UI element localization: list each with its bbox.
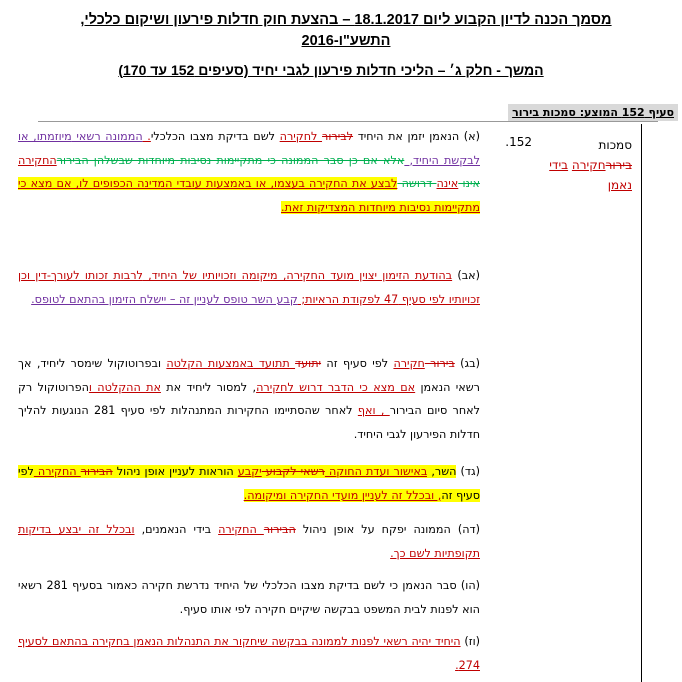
paragraph-text-run: הבירור	[263, 523, 296, 536]
title-line-2: התשע"ו-2016	[301, 33, 391, 49]
paragraph-text-run: ובכלל זה יבצע בדיקות תקופתיות לשם כך.	[18, 523, 480, 560]
document-title	[20, 10, 672, 52]
paragraph-text-run: בפרוטוקול שימסר ליחיד, אך רשאי הנאמן	[18, 357, 480, 394]
paragraph-text-run: בירור	[424, 357, 455, 370]
paragraph-text-run: מיוזמתו, או לבקשת היחיד,	[18, 130, 480, 167]
paragraph-text-run: לבירור	[322, 130, 354, 143]
side-label-deleted: בירור	[605, 158, 632, 172]
paragraph-text-run: החקירה	[218, 523, 264, 536]
section-number: 152.	[505, 135, 532, 149]
paragraph-text-run: הממונה יפקח על אופן ניהול	[295, 523, 451, 536]
paragraph-text-run: יתועד	[295, 357, 322, 370]
paragraph-text-run: , ואף	[357, 404, 390, 417]
paragraph-text-run: בידי הנאמנים,	[134, 523, 219, 536]
paragraph-text-run: החקירה	[18, 153, 57, 167]
paragraph-text-run: לחקירה	[279, 130, 323, 143]
paragraph-text-run: , למסור ליחיד את	[160, 380, 257, 394]
paragraph-text-run: אם מצא כי הדבר דרוש לחקירה	[256, 380, 416, 394]
title-line-1: מסמך הכנה לדיון הקבוע ליום 18.1.2017 – בהצעת חוק חדלות פירעון ושיקום כלכלי,	[80, 12, 612, 28]
paragraph-marker: (א)	[459, 130, 480, 143]
side-label-suffix: בידי נאמן	[549, 158, 632, 192]
paragraph-text-run: .	[142, 130, 151, 143]
paragraph-e	[18, 518, 480, 565]
section-side-label	[540, 135, 632, 195]
paragraph-text-run: לבצע את החקירה בעצמו, או באמצעות עובדי המדינה הכפופים לו, אם מצא כי מתקיימות נסיבות מיוחדות המצדיקות זאת.	[18, 177, 480, 214]
paragraph-text-run: לאחר שהסתיימו החקירות המתנהלות לפי סעיף 281 הנוגעות להליך חדלות הפירעון לגבי היחיד.	[18, 404, 480, 441]
paragraph-marker: (בג)	[454, 357, 480, 370]
paragraph-marker: (דה)	[450, 523, 481, 536]
paragraph-text-run: ו	[157, 357, 167, 370]
paragraph-text-run: בהודעת הזימון יצוין מועד החקירה, מיקומה וזכויותיו של היחיד,	[142, 269, 453, 282]
paragraph-text-run: הבירור	[80, 465, 113, 478]
paragraph-text-run: דרושה	[397, 177, 437, 190]
paragraph-b	[18, 264, 480, 311]
paragraph-g	[18, 630, 480, 677]
side-label-prefix: סמכות	[598, 138, 632, 152]
paragraph-text-run: לרבות זכותו לעורך-דין וכן זכויותיו לפי סעיף 47 לפקודת הראיות;	[18, 269, 480, 306]
paragraph-text-run: לשם בדיקת מצבו הכלכלי	[150, 130, 280, 143]
paragraph-a	[18, 125, 480, 219]
paragraph-text-run: השר,	[427, 465, 457, 478]
paragraph-marker: (וז)	[460, 635, 480, 648]
divider	[38, 121, 658, 122]
paragraph-text-run: יקבע	[237, 465, 262, 478]
paragraph-text-run: אינו	[458, 177, 480, 190]
paragraph-text-run: חקירה	[393, 357, 425, 370]
paragraph-text-run: קבע השר טופס לעניין זה – יישלח הזימון בהתאם לטופס.	[31, 292, 298, 306]
paragraph-c	[18, 352, 480, 446]
paragraph-f	[18, 574, 480, 621]
section-header: סעיף 152 המוצע: סמכות בירור	[508, 104, 678, 121]
paragraph-text-run: הנאמן יזמן את היחיד	[353, 130, 460, 143]
paragraph-text-run: היחיד יהיה רשאי לפנות לממונה בבקשה שיחקור את התנהלות הנאמן בחקירה בהתאם לסעיף 274.	[18, 635, 480, 672]
paragraph-text-run: באמצעות הקלטה	[166, 357, 254, 370]
paragraph-text-run: הוראות לעניין אופן ניהול	[112, 465, 238, 478]
paragraph-text-run: תתועד	[253, 357, 296, 370]
paragraph-text-run: לפי סעיף זה	[18, 465, 480, 502]
paragraph-text-run: החקירה	[33, 465, 81, 478]
paragraph-text-run: הפרוטוקול רק לאחר סיום הבירור	[18, 380, 480, 417]
paragraph-marker: (הו)	[456, 579, 480, 592]
paragraph-text-run: רשאי לקבוע	[261, 465, 325, 478]
paragraph-text-run: לפי סעיף זה	[321, 357, 394, 370]
paragraph-text-run: הממונה רשאי	[71, 130, 143, 143]
section-subtitle: המשך - חלק ג׳ – הליכי חדלות פירעון לגבי יחיד (סעיפים 152 עד 170)	[118, 62, 544, 78]
column-divider	[641, 124, 642, 682]
paragraph-marker: (גד)	[456, 465, 480, 478]
paragraph-text-run: אינה	[436, 177, 459, 190]
paragraph-text-run: , ובכלל זה לעניין מועדי החקירה ומיקומה.	[243, 488, 442, 502]
paragraph-text-run: אלא אם כן סבר הממונה כי מתקיימות נסיבות מיוחדות שבשלהן הבירור	[56, 153, 405, 167]
paragraph-text-run: סבר הנאמן כי לשם בדיקת מצבו הכלכלי של היחיד נדרשת חקירה כאמור בסעיף 281 רשאי הוא לפנות לבית המשפט בבקשה שיקיים חקירה לפי אותו סעיף.	[18, 579, 480, 616]
paragraph-text-run: באישור ועדת החוקה	[324, 465, 428, 478]
paragraph-text-run: את ההקלטה ו	[88, 380, 161, 394]
paragraph-d	[18, 460, 480, 507]
paragraph-marker: (אב)	[452, 269, 480, 282]
side-label-inserted: חקירה	[571, 158, 606, 172]
